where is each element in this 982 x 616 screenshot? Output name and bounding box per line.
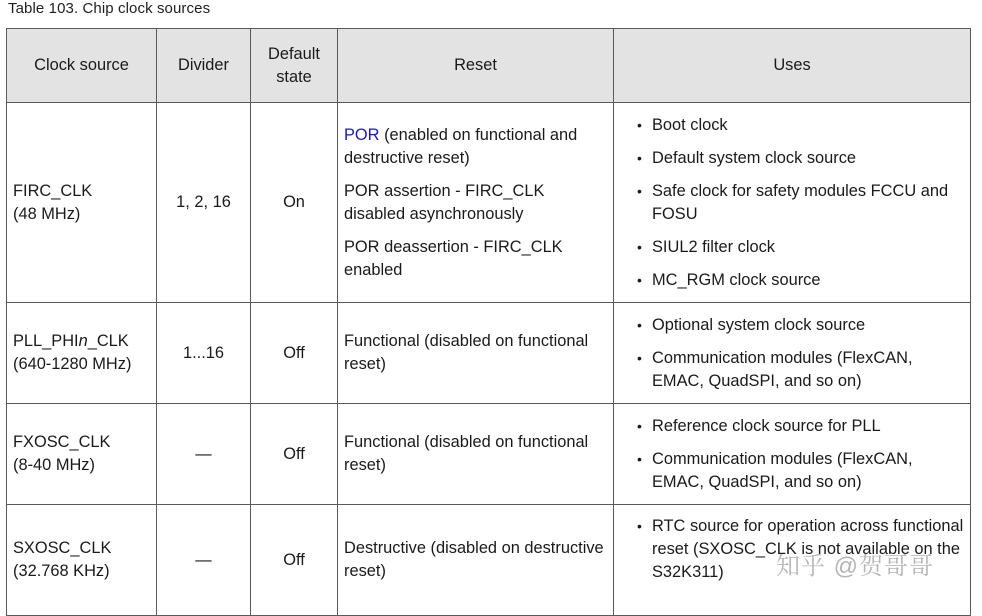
uses-item: • SIUL2 filter clock [620, 236, 964, 259]
cell-reset: Functional (disabled on functional reset) [338, 303, 614, 404]
clock-name: SXOSC_CLK [13, 539, 112, 557]
clock-name-prefix: PLL_PHI [13, 332, 79, 350]
header-default-state [251, 29, 338, 103]
cell-default-state: On [251, 103, 338, 303]
uses-item: • Reference clock source for PLL [620, 415, 964, 438]
table-caption: Table 103. Chip clock sources [8, 0, 211, 17]
uses-list [620, 314, 964, 393]
header-clock-source: Clock source [7, 29, 157, 103]
header-default-state-line1: Default [268, 44, 320, 63]
cell-uses [614, 303, 971, 404]
watermark: 知乎 @贺哥哥 [776, 553, 935, 580]
clock-frequency: (640-1280 MHz) [13, 355, 132, 373]
cell-reset [338, 103, 614, 303]
uses-item: • MC_RGM clock source [620, 269, 964, 292]
uses-item: • Communication modules (FlexCAN, EMAC, QuadSPI, and so on) [620, 347, 964, 393]
cell-clock-source [7, 303, 157, 404]
header-divider: Divider [157, 29, 251, 103]
uses-list [620, 415, 964, 494]
uses-item: • Safe clock for safety modules FCCU and FOSU [620, 180, 964, 226]
clock-name-suffix: _CLK [87, 332, 129, 350]
cell-clock-source [7, 505, 157, 616]
table-row-pll [7, 303, 971, 404]
table-header-row [7, 29, 971, 103]
uses-item: • Boot clock [620, 114, 964, 137]
table-row-fxosc [7, 404, 971, 505]
cell-divider: 1, 2, 16 [157, 103, 251, 303]
clock-frequency: (32.768 KHz) [13, 562, 110, 580]
cell-divider: — [157, 505, 251, 616]
clock-name: FXOSC_CLK [13, 433, 111, 451]
clock-frequency: (48 MHz) [13, 204, 81, 223]
cell-divider: 1...16 [157, 303, 251, 404]
uses-item: • Communication modules (FlexCAN, EMAC, QuadSPI, and so on) [620, 448, 964, 494]
clock-name-variable: n [78, 332, 88, 350]
cell-reset: Functional (disabled on functional reset) [338, 404, 614, 505]
uses-list [620, 114, 964, 292]
clock-name [13, 330, 150, 353]
clock-name: FIRC_CLK [13, 181, 93, 200]
cell-reset: Destructive (disabled on destructive reset) [338, 505, 614, 616]
reset-text: (enabled on functional and destructive reset) [344, 125, 578, 167]
clock-sources-table [6, 28, 971, 616]
header-uses: Uses [614, 29, 971, 103]
uses-item: • Optional system clock source [620, 314, 964, 337]
cell-divider: — [157, 404, 251, 505]
reset-paragraph: POR assertion - FIRC_CLK disabled asynchronously [344, 181, 545, 223]
cell-default-state: Off [251, 303, 338, 404]
cell-default-state: Off [251, 505, 338, 616]
cell-default-state: Off [251, 404, 338, 505]
reset-paragraph: POR deassertion - FIRC_CLK enabled [344, 237, 563, 279]
header-default-state-line2: state [276, 67, 312, 86]
clock-frequency: (8-40 MHz) [13, 456, 95, 474]
cell-uses [614, 103, 971, 303]
uses-item: • Default system clock source [620, 147, 964, 170]
cell-clock-source [7, 404, 157, 505]
table-row-firc [7, 103, 971, 303]
reset-paragraph [344, 124, 607, 170]
cell-uses [614, 404, 971, 505]
por-link[interactable]: POR [344, 125, 380, 144]
uses-item: • RTC source for operation across functional reset (SXOSC_CLK is not available on the S32K311) [620, 515, 964, 584]
cell-clock-source [7, 103, 157, 303]
header-reset: Reset [338, 29, 614, 103]
